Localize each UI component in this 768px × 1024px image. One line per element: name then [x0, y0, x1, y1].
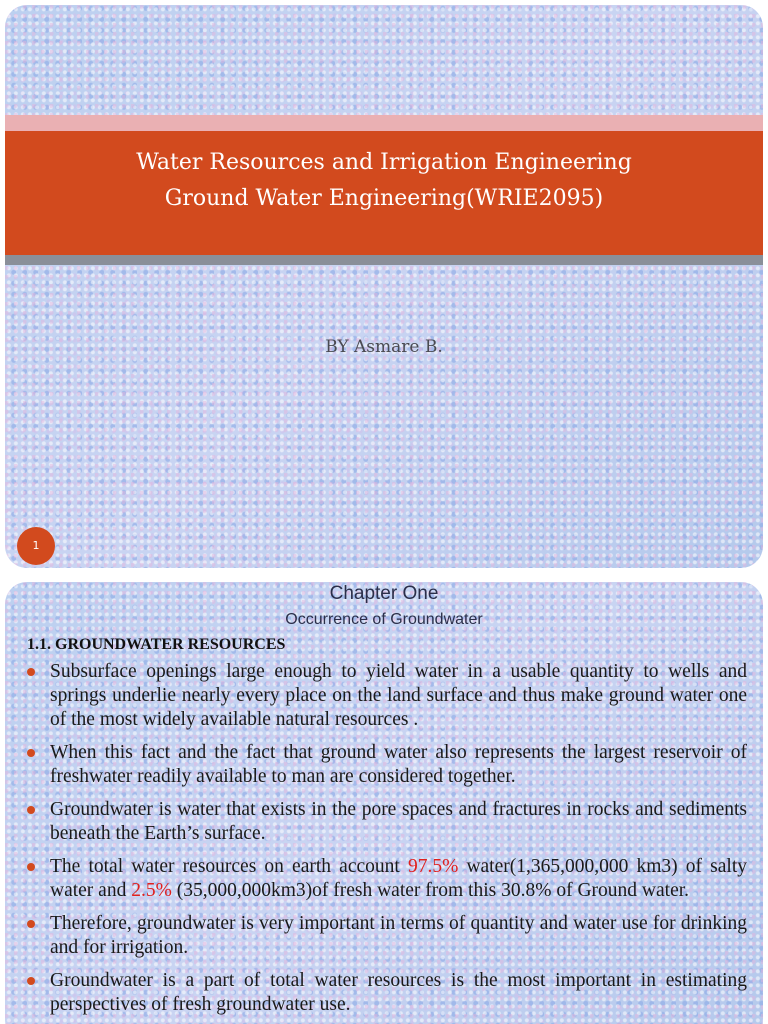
bullet-dot-icon [27, 863, 35, 871]
slide-title [5, 145, 763, 217]
bullet-text: Therefore, groundwater is very important in terms of quantity and water use for drinking and for irrigation. [50, 913, 747, 958]
bullet-dot-icon [27, 806, 35, 814]
bullet-item [5, 855, 763, 903]
bullet-dot-icon [27, 749, 35, 757]
title-band-bottom-stripe [5, 255, 763, 265]
bullet-text: Groundwater is a part of total water resources is the most important in estimating perspectives of fresh groundwater use. [50, 970, 747, 1015]
bullet-item [5, 969, 763, 1017]
bullet-text: When this fact and the fact that ground water also represents the largest reservoir of freshwater readily available to man are considered together. [50, 742, 747, 787]
slide-title-line-1: Water Resources and Irrigation Engineering [136, 150, 632, 175]
bullet-dot-icon [27, 977, 35, 985]
bullet-text: Subsurface openings large enough to yield water in a usable quantity to wells and springs underlie nearly every place on the land surface and thus make ground water one of the most widely available natural resources . [50, 661, 747, 730]
slide-number-badge: 1 [17, 527, 55, 565]
title-slide [5, 5, 763, 568]
highlight-fresh-percent: 2.5% [131, 880, 172, 901]
author-name: BY Asmare B. [325, 337, 443, 357]
bullet-item [5, 741, 763, 789]
chapter-subtitle: Occurrence of Groundwater [285, 611, 483, 628]
bullet-item [5, 660, 763, 732]
section-heading: 1.1. GROUNDWATER RESOURCES [27, 636, 286, 653]
bullet-text-part: water(1,365,000,000 km3) of salty water and [50, 856, 747, 901]
bullet-dot-icon [27, 668, 35, 676]
bullet-text-part: (35,000,000km3)of fresh water from this 30.8% of Ground water. [171, 880, 690, 901]
content-slide [5, 582, 763, 1024]
slide-title-line-2: Ground Water Engineering(WRIE2095) [164, 186, 604, 211]
bullet-item [5, 912, 763, 960]
bullet-list [5, 660, 763, 1024]
bullet-dot-icon [27, 920, 35, 928]
title-band-top-stripe [5, 115, 763, 131]
bullet-text: Groundwater is water that exists in the pore spaces and fractures in rocks and sediments beneath the Earth’s surface. [50, 799, 747, 844]
bullet-text-part: The total water resources on earth account [50, 856, 408, 877]
bullet-item [5, 798, 763, 846]
highlight-salty-percent: 97.5% [407, 856, 459, 877]
chapter-title: Chapter One [329, 583, 439, 604]
